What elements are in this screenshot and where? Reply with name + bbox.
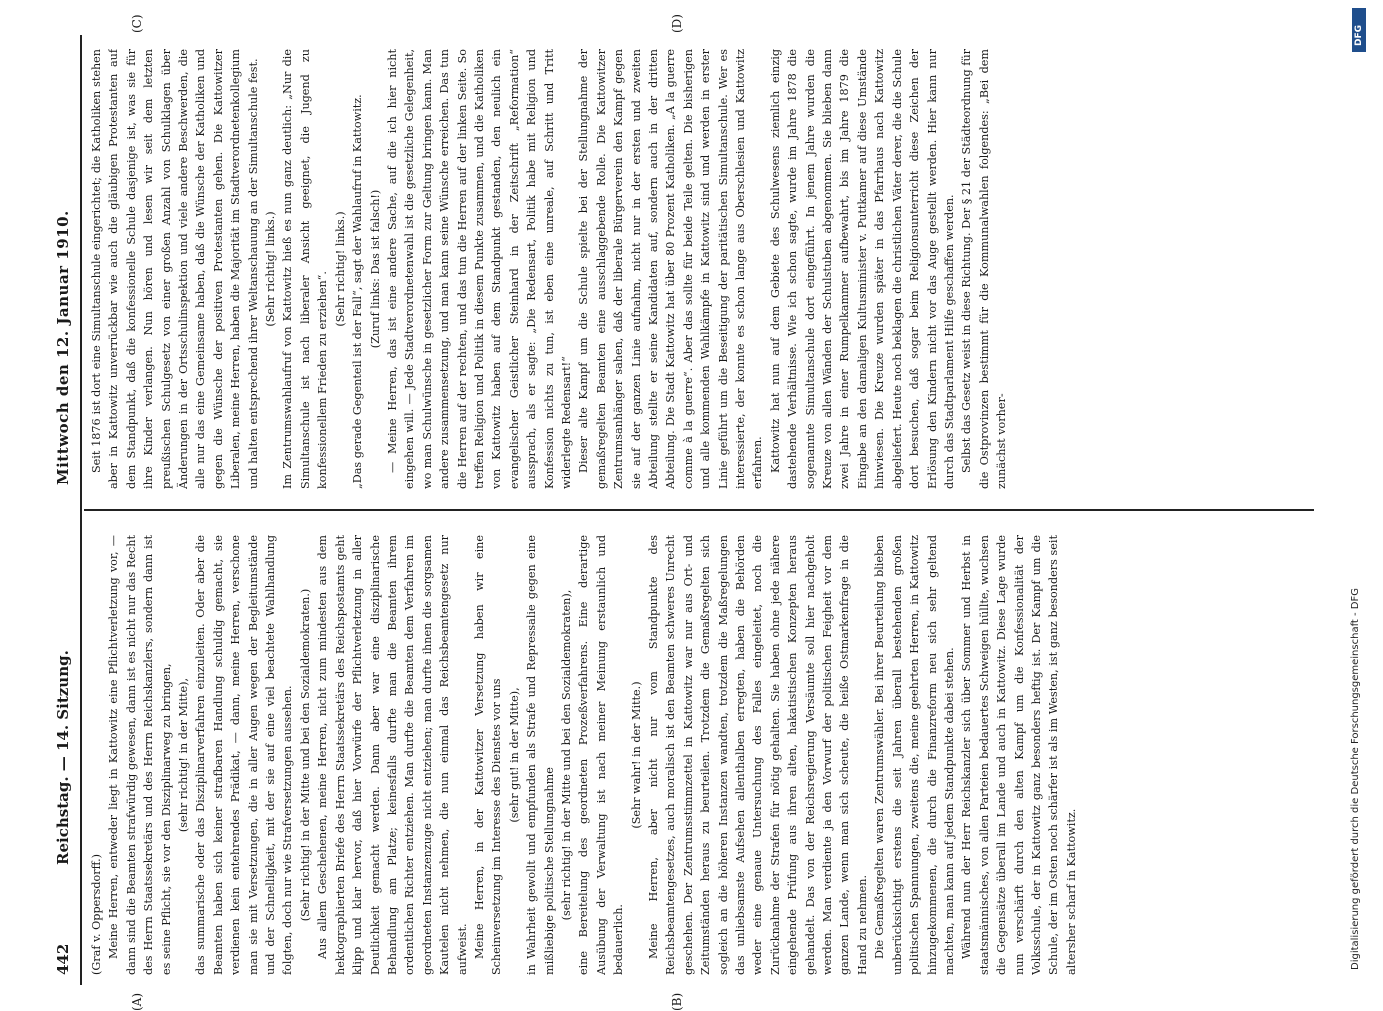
page-header (50, 35, 80, 985)
session-date: Mittwoch den 12. Januar 1910. (54, 210, 72, 485)
paragraph: Seit 1876 ist dort eine Simultanschule eingerichtet; die Katholiken stehen aber in Kattowitz unverrückbar wie auch die gläubigen Protestanten auf dem Standpunkt, daß die konfessionelle Schule dasjenige ist, was sie für ihre Kinder verlangen. Nun hören und lesen wir seit dem letzten preußischen Schulgesetz von einer großen Anzahl von Schulklagen über Änderungen in der Ortsschulinspektion und viele andere Beschwerden, die alle nur das eine Gemeinsame haben, daß die Wünsche der Katholiken und gegen die Wünsche der positiven Protestanten gehen. Die Kattowitzer Liberalen, meine Herren, haben die Majorität im Stadtverordnetenkollegium und halten entsprechend ihrer Weltanschauung an der Simultanschule fest. (90, 49, 260, 489)
paragraph: — Meine Herren, das ist eine andere Sache, auf die ich hier nicht eingehen will. — Jede Stadtverordnetenwahl ist die gesetzliche Gelegenheit, wo man Schulwünsche in gesetzlicher Form zur Geltung bringen kann. Man andere zusammensetzung, und man kann seine Wünsche erreichen. Das tun die Herren auf der rechten, und das tun die Herren auf der linken Seite. So treffen Religion und Politik in diesem Punkte zusammen, und die Katholiken von Kattowitz haben auf dem Standpunkt gestanden, den neulich ein evangelischer Geistlicher Steinhard in der Zeitschrift „Reformation“ aussprach, als er sagte: „Die Redensart, Politik habe mit Religion und Konfession nichts zu tun, ist eben eine unreale, auf Schritt und Tritt widerlegte Redensart!“ (385, 49, 573, 489)
paragraph: das summarische oder das Disziplinarverfahren einzuleiten. Oder aber die Beamten haben sich keiner strafbaren Handlung schuldig gemacht, sie verdienen kein entehrendes Prädikat, — dann, meine Herren, verschone man sie mit Versetzungen, die in aller Augen wegen der Begleitumstände und der Schnelligkeit, mit der sie auf eine viel beachtete Wahlhandlung folgten, doch nur wie Strafversetzungen aussehen. (194, 535, 295, 975)
paragraph: „Das gerade Gegenteil ist der Fall“, sagt der Wahlaufruf in Kattowitz. (351, 94, 365, 489)
left-text-column (88, 535, 1308, 975)
paragraph: in Wahrheit gewollt und empfunden als Strafe und Repressalie gegen eine mißliebige politische Stellungnahme (525, 535, 556, 975)
header-rule (80, 35, 82, 985)
right-text-column (88, 49, 1308, 489)
paragraph: Dieser alte Kampf um die Schule spielte bei der Stellungnahme der gemaßregelten Beamten eine ausschlaggebende Rolle. Die Kattowitzer Zentrumsanhänger sahen, daß der liberale Bürgerverein den Kampf gegen sie auf der ganzen Linie aufnahm, nicht nur in der ersten und zweiten Abteilung stellte er seine Kandidaten auf, sondern auch in der dritten Abteilung. Die Stadt Kattowitz hat über 80 Prozent Katholiken. „A la guerre comme à la guerre“. Aber das sollte für beide Teile gelten. Die bisherigen und alle kommenden Wahlkämpfe in Kattowitz sind und werden in erster Linie geführt um die Beseitigung der paritätischen Simultanschule. Wer es interessierte, der konnte es schon lange aus Oberschlesien und Kattowitz erfahren. (577, 49, 765, 489)
digitization-credit (1350, 60, 1368, 990)
paragraph: Meine Herren, in der Kattowitzer Versetzung haben wir eine Scheinversetzung im Interesse des Dienstes vor uns (472, 535, 504, 975)
interjection: (Sehr wahr! in der Mitte.) (629, 681, 643, 829)
interjection: (sehr richtig! in der Mitte), (177, 677, 191, 833)
credit-text: Digitalisierung gefördert durch die Deutsche Forschungsgemeinschaft - DFG (1350, 587, 1361, 970)
dfg-logo (1352, 8, 1366, 52)
paragraph: Aus allem Geschehenen, meine Herren, nicht zum mindesten aus dem hektographierten Briefe des Herrn Staatssekretärs des Reichspostamts geht klipp und klar hervor, daß hier Vorwürfe der Pflichtverletzung in aller Deutlichkeit gemacht werden. Dann aber war eine disziplinarische Behandlung am Platze; keinesfalls durfte man die Beamten ihrem ordentlichen Richter entziehen. Man durfte die Beamten dem Verfahren im geordneten Instanzenzuge nicht entziehen; man durfte ihnen die sorgsamen Kautelen nicht nehmen, die nun einmal das Reichsbeamtengesetz nur aufweist. (316, 535, 469, 975)
paragraph: Selbst das Gesetz weist in diese Richtung. Der § 21 der Städteordnung für die Ostprovinzen bestimmt für die Kommunalwahlen folgendes: „Bei dem zunächst vorher- (960, 49, 1009, 489)
interjection: (Sehr richtig! in der Mitte und bei den Sozialdemokraten.) (298, 588, 312, 922)
paragraph: Im Zentrumswahlaufruf von Kattowitz hieß es nun ganz deutlich: „Nur die Simultanschule ist nach liberaler Ansicht geeignet, die Jugend zu konfessionellem Frieden zu erziehen“. (281, 49, 330, 489)
interjection: (Sehr richtig! links.) (264, 211, 278, 327)
margin-marker-d: (D) (670, 14, 684, 33)
margin-marker-b: (B) (670, 992, 684, 1011)
paragraph: Kattowitz hat nun auf dem Gebiete des Schulwesens ziemlich einzig dastehende Verhältnisse. Wie ich schon sagte, wurde im Jahre 1878 die sogenannte Simultanschule dort eingeführt. In jenem Jahre wurden die Kreuze von allen Wänden der Schulstuben abgenommen. Sie blieben dann zwei Jahre in einer Rumpelkammer aufbewahrt, bis im Jahre 1879 die Eingabe an den damaligen Kultusminister v. Puttkamer auf diese Umstände hinwiesen. Die Kreuze wurden später in das Pfarrhaus nach Kattowitz abgeliefert. Heute noch beklagen die christlichen Väter derer, die die Schule dort besuchen, daß sogar beim Religionsunterricht diese Zeichen der Erlösung den Kindern nicht vor das Auge gestellt werden. Hier kann nur durch das Stadtparlament Hilfe geschaffen werden. (768, 49, 956, 489)
paragraph: (Graf v. Oppersdorff.) (90, 853, 103, 975)
column-divider (84, 509, 1314, 511)
paragraph: Die Gemaßregelten waren Zentrumswähler. Bei ihrer Beurteilung blieben unberücksichtigt erstens die seit Jahren überall bestehenden großen politischen Spannungen, zweitens die, meine geehrten Herren, in Kattowitz hinzugekommenen, die durch die Finanzreform neu sich sehr geltend machten, man kann auf jedem Standpunkte dabei stehen. (873, 535, 956, 975)
session-title: Reichstag. — 14. Sitzung. (54, 650, 72, 865)
interjection: (Sehr richtig! links.) (333, 211, 347, 327)
paragraph: Meine Herren, aber nicht nur vom Standpunkte des Reichsbeamtengesetzes, auch moralisch ist den Beamten schweres Unrecht geschehen. Der Zentrumsstimmzettel in Kattowitz war nur aus Ort- und Zeitumständen heraus zu beurteilen. Trotzdem die Gemaßregelten sich sogleich an die höheren Instanzen wandten, trotzdem die Maßregelungen das unliebsamste Aufsehen allenthalben erregten, haben die Behörden weder eine genaue Untersuchung des Falles eingeleitet, noch die Zurücknahme der Strafen für nötig gehalten. Sie haben ohne jede nähere eingehende Prüfung aus ihren alten, hakatistischen Konzepten heraus gehandelt. Das von der Reichsregierung Versäumte soll hier nachgeholt werden. Man verdiente ja den Vorwurf der politischen Feigheit vor dem ganzen Lande, wenn man sich scheute, die heiße Ostmarkenfrage in die Hand zu nehmen. (647, 535, 869, 975)
margin-marker-c: (C) (130, 14, 144, 33)
interjection: (sehr gut! in der Mitte), (507, 687, 521, 823)
page-number: 442 (54, 943, 72, 975)
paragraph: Meine Herren, entweder liegt in Kattowitz eine Pflichtverletzung vor, — dann sind die Beamten strafwürdig gewesen, dann ist es nicht nur das Recht des Herrn Staatssekretärs und des Herrn Reichskanzlers, sondern dann ist es seine Pflicht, sie vor den Disziplinarweg zu bringen, (107, 535, 173, 975)
paragraph: eine Bereitelung des geordneten Prozeßverfahrens. Eine derartige Ausübung der Verwaltung ist nach meiner Meinung erstaunlich und bedauerlich. (577, 535, 626, 975)
paragraph: Während nun der Herr Reichskanzler sich über Sommer und Herbst in staatsmännisches, von allen Parteien bedauertes Schweigen hüllte, wuchsen die Gegensätze überall im Lande und auch in Kattowitz. Diese Lage wurde nun verschärft durch den alten Kampf um die Konfessionalität der Volksschule, der in Kattowitz ganz besonders heftig ist. Der Kampf um die Schule, der im Osten noch schärfer ist als im Westen, ist ganz besonders seit altersher scharf in Kattowitz. (960, 535, 1078, 975)
document-page (50, 14, 1320, 1011)
interjection: (Zuruf links: Das ist falsch!) (368, 189, 382, 349)
logo-text: DFG (1354, 24, 1364, 46)
interjection: (sehr richtig! in der Mitte und bei den Sozialdemokraten), (559, 589, 573, 921)
margin-marker-a: (A) (130, 992, 144, 1011)
